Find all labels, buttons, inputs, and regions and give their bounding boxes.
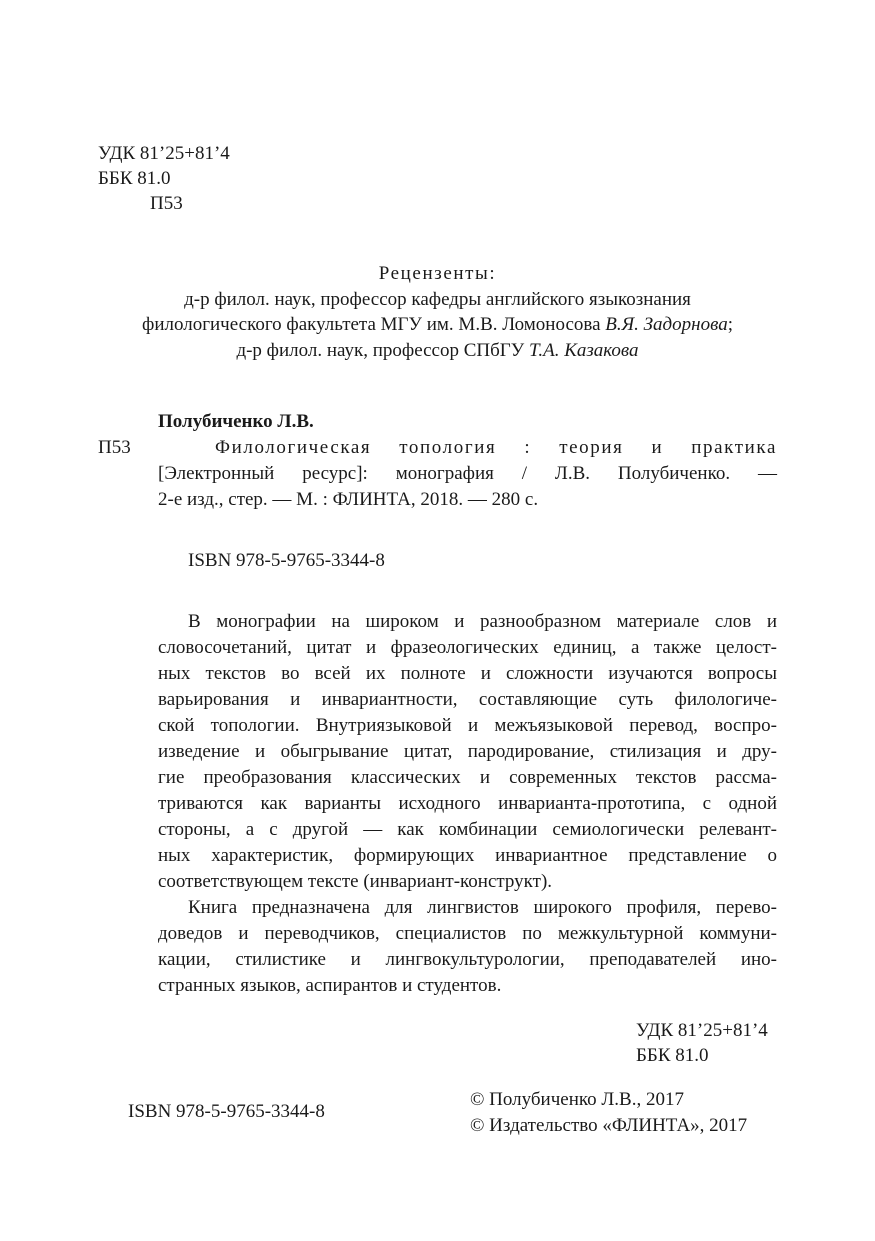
abstract-line: кации, стилистике и лингвокультурологии, преподавателей ино- [158,949,777,970]
abstract-line: изведение и обыгрывание цитат, пародирование, стилизация и дру- [158,741,777,762]
abstract-line: Книга предназначена для лингвистов широкого профиля, перево- [188,897,777,918]
reviewer-line-2 [0,315,875,334]
footer-isbn: ISBN 978-5-9765-3344-8 [128,1101,325,1122]
abstract-line: доведов и переводчиков, специалистов по межкультурной коммуни- [158,923,777,944]
reviewers-title: Рецензенты: [378,263,497,284]
reviewer-line-1: д-р филол. наук, профессор кафедры английского языкознания [184,289,691,310]
reviewer-line-3 [0,341,875,360]
abstract-line: варьирования и инвариантности, составляющие суть филологиче- [158,689,777,710]
reviewer-separator: ; [727,314,733,335]
abstract-line: ской топологии. Внутриязыковой и межъязыковой перевод, воспро- [158,715,777,736]
reviewer-name-kazakova: Т.А. Казакова [529,340,639,361]
abstract-line: соответствующем тексте (инвариант-конструкт). [158,871,553,892]
book-author: Полубиченко Л.В. [158,411,314,432]
biblio-isbn: ISBN 978-5-9765-3344-8 [188,550,385,571]
author-mark: П53 [150,193,183,214]
udk-code: УДК 81’25+81’4 [98,143,230,164]
biblio-line-1: Филологическая топология : теория и практика [215,437,777,458]
copyright-author: © Полубиченко Л.В., 2017 [470,1089,684,1110]
abstract-line: гие преобразования классических и современных текстов рассма- [158,767,777,788]
biblio-line-2: [Электронный ресурс]: монография / Л.В. Полубиченко. — [158,463,777,484]
reviewer-affiliation: филологического факультета МГУ им. М.В. Ломоносова [142,314,606,335]
abstract-line: словосочетаний, цитат и фразеологических единиц, а также целост- [158,637,777,658]
reviewer-affiliation-2: д-р филол. наук, профессор СПбГУ [236,340,529,361]
abstract-line: ных характеристик, формирующих инвариантное представление о [158,845,777,866]
biblio-author-mark: П53 [98,437,131,458]
reviewer-name-zadornova: В.Я. Задорнова [605,314,728,335]
footer-udk: УДК 81’25+81’4 [636,1020,768,1041]
biblio-line-3: 2-е изд., стер. — М. : ФЛИНТА, 2018. — 280 с. [158,489,539,510]
abstract-line: стороны, а с другой — как комбинации семиологически релевант- [158,819,777,840]
abstract-line: ных текстов во всей их полноте и сложности изучаются вопросы [158,663,777,684]
abstract-line: триваются как варианты исходного инварианта-прототипа, с одной [158,793,777,814]
abstract-line: В монографии на широком и разнообразном материале слов и [188,611,777,632]
abstract-line: странных языков, аспирантов и студентов. [158,975,502,996]
copyright-publisher: © Издательство «ФЛИНТА», 2017 [470,1115,748,1136]
footer-bbk: ББК 81.0 [636,1045,709,1066]
bbk-code: ББК 81.0 [98,168,171,189]
